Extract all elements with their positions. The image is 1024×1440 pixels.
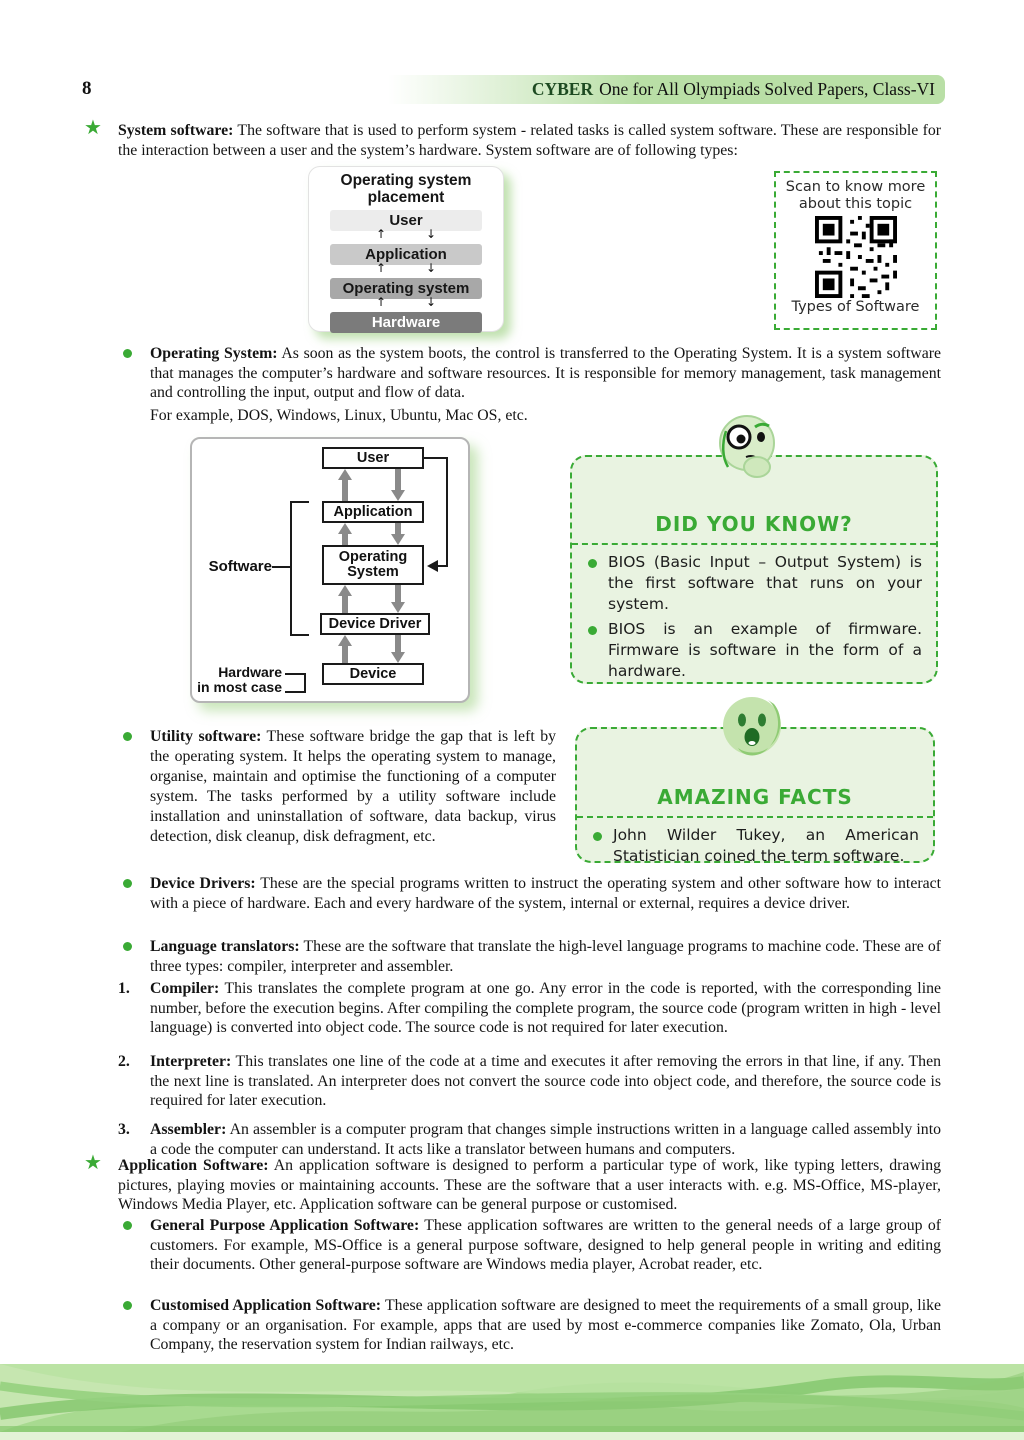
paragraph-lead: Language translators: — [150, 938, 300, 955]
paragraph-lead: System software: — [118, 122, 234, 139]
paragraph-text: These software bridge the gap that is left by the operating system. It helps the operating system to manage, organise, maintain and optimise the functioning of a computer system. The tasks performed by a utility software include installation and uninstallation of software, data backup, virus detection, disk cleanup, disk defragment, etc. — [150, 728, 556, 845]
customised-paragraph — [150, 1296, 941, 1355]
paragraph-lead: Customised Application Software: — [150, 1297, 382, 1314]
stack-box-operating-system: Operating System — [322, 545, 424, 585]
thinking-face-icon — [712, 409, 780, 481]
hardware-bracket-label: Hardware in most case — [197, 664, 282, 695]
footer-strip — [0, 1432, 1024, 1440]
diagram-title-line1: Operating system — [340, 172, 472, 189]
paragraph-text: These application softwares are written to the general needs of a large group of customers. For example, MS-Office is a general purpose software, designed to help general people in writing and editing their documents. Other general-purpose software are Windows media player, Acrobat reader, etc. — [150, 1217, 941, 1273]
example-line: For example, DOS, Windows, Linux, Ubuntu, Mac OS, etc. — [150, 406, 528, 424]
paragraph-text: An assembler is a computer program that changes simple instructions written in a language called assembly into a code the computer can understand. It acts like a translator between humans and computers. — [150, 1121, 941, 1158]
down-arrow-icon: ↓ — [425, 227, 436, 241]
bullet-icon — [593, 832, 602, 841]
did-you-know-box — [570, 455, 938, 684]
stack-box-device: Device — [322, 663, 424, 685]
list-number: 3. — [118, 1121, 130, 1138]
paragraph-lead: Utility software: — [150, 728, 262, 745]
header-title: One for All Olympiads Solved Papers, Class-VI — [599, 79, 935, 99]
did-you-know-title: DID YOU KNOW? — [655, 512, 853, 536]
amazing-facts-title: AMAZING FACTS — [657, 785, 853, 809]
diagram-title-line2: placement — [367, 189, 445, 206]
down-arrow-icon: ↓ — [425, 295, 436, 309]
paragraph-text: These are the software that translate the high-level language programs to machine code. These are of three types: compiler, interpreter and assembler. — [150, 938, 941, 975]
bullet-icon — [123, 1221, 132, 1230]
qr-caption: Types of Software — [791, 299, 920, 315]
up-arrow-icon: ↑ — [376, 227, 387, 241]
software-stack-diagram — [190, 437, 470, 703]
software-bracket-label: Software — [208, 558, 272, 575]
layer-operating-system: Operating system — [330, 278, 482, 299]
qr-text-line2: about this topic — [798, 196, 913, 212]
paragraph-lead: Application Software: — [118, 1157, 269, 1174]
up-arrow-icon: ↑ — [376, 261, 387, 275]
utility-software-paragraph — [150, 727, 556, 847]
surprised-face-icon — [716, 690, 788, 762]
paragraph-text: An application software is designed to perform a particular type of work, like typing letters, drawing pictures, playing movies or maintaining accounts. These are the software that a user interacts with. e.g. MS-Office, MS-player, Windows Media Player, etc. Application software can be general purpose or customised. — [118, 1157, 942, 1213]
star-icon: ★ — [84, 1150, 102, 1174]
paragraph-lead: Assembler: — [150, 1121, 227, 1138]
layer-hardware: Hardware — [330, 312, 482, 333]
layer-user: User — [330, 210, 482, 231]
page-number: 8 — [82, 78, 92, 99]
amazing-facts-list — [577, 818, 933, 867]
layer-application: Application — [330, 244, 482, 265]
bullet-icon — [588, 559, 597, 568]
footer-decoration — [0, 1364, 1024, 1432]
qr-scan-box — [774, 171, 937, 330]
fact-item: BIOS is an example of firmware. Firmware is software in the form of a hardware. — [586, 619, 922, 682]
header-bar — [388, 75, 945, 104]
did-you-know-facts — [572, 545, 936, 682]
arrow-pair — [330, 227, 482, 244]
paragraph-lead: Device Drivers: — [150, 875, 256, 892]
paragraph-lead: Operating System: — [150, 345, 278, 362]
bullet-icon — [123, 349, 132, 358]
paragraph-lead: General Purpose Application Software: — [150, 1217, 420, 1234]
up-arrow-icon: ↑ — [376, 295, 387, 309]
os-placement-diagram — [308, 166, 504, 332]
paragraph-text: As soon as the system boots, the control is transferred to the Operating System. It is a system software that manages the computer’s hardware and software resources. It is responsible for memory management, task management and controlling the input, output and flow of data. — [150, 345, 942, 401]
general-purpose-paragraph — [150, 1216, 941, 1275]
paragraph-lead: Compiler: — [150, 980, 220, 997]
bullet-icon — [123, 1301, 132, 1310]
arrow-pair — [330, 295, 482, 312]
system-software-paragraph — [84, 115, 941, 160]
stack-box-device-driver: Device Driver — [320, 613, 430, 635]
stack-box-application: Application — [322, 501, 424, 523]
language-translators-paragraph — [150, 937, 941, 976]
qr-text-line1: Scan to know more — [785, 179, 926, 195]
paragraph-lead: Interpreter: — [150, 1053, 232, 1070]
star-icon: ★ — [84, 115, 102, 139]
operating-system-paragraph — [150, 344, 941, 425]
paragraph-text: This translates the complete program at one go. Any error in the code is reported, with the corresponding line number, before the execution begins. After compiling the complete program, the source code (program written in high - level language) is converted into object code. The source code is not required for later execution. — [150, 980, 941, 1036]
paragraph-text: This translates one line of the code at a time and executes it after removing the errors in that line, if any. Then the next line is translated. An interpreter does not convert the source code into object code, and therefore, the source code is required for later execution. — [150, 1053, 941, 1109]
bullet-icon — [588, 626, 597, 635]
interpreter-paragraph — [118, 1052, 941, 1111]
fact-item: BIOS (Basic Input – Output System) is the first software that runs on your system. — [586, 552, 922, 615]
qr-code — [815, 216, 897, 298]
compiler-paragraph — [118, 979, 941, 1038]
header-brand: CYBER — [531, 79, 594, 99]
bullet-icon — [123, 879, 132, 888]
paragraph-text: The software that is used to perform system - related tasks is called system software. These are responsible for the interaction between a user and the system’s hardware. System software are of following types: — [118, 122, 941, 159]
bullet-icon — [123, 942, 132, 951]
down-arrow-icon: ↓ — [425, 261, 436, 275]
assembler-paragraph — [118, 1120, 941, 1159]
list-number: 2. — [118, 1053, 130, 1070]
paragraph-text: These are the special programs written to instruct the operating system and other software how to interact with a piece of hardware. Each and every hardware of the system, internal or external, requires a device driver. — [150, 875, 941, 912]
fact-item: John Wilder Tukey, an American Statistician coined the term software. — [591, 825, 919, 867]
application-software-paragraph — [84, 1150, 942, 1215]
paragraph-text: These application software are designed to meet the requirements of a small group, like a company or an organisation. For example, apps that are used by most e-commerce companies like Zomato, Ola, Urban Company, the reservation system for Indian railways, etc. — [150, 1297, 941, 1353]
list-number: 1. — [118, 980, 130, 997]
bullet-icon — [123, 732, 132, 741]
arrow-pair — [330, 261, 482, 278]
stack-box-user: User — [322, 447, 424, 469]
device-drivers-paragraph — [150, 874, 941, 913]
amazing-facts-box — [575, 727, 935, 863]
